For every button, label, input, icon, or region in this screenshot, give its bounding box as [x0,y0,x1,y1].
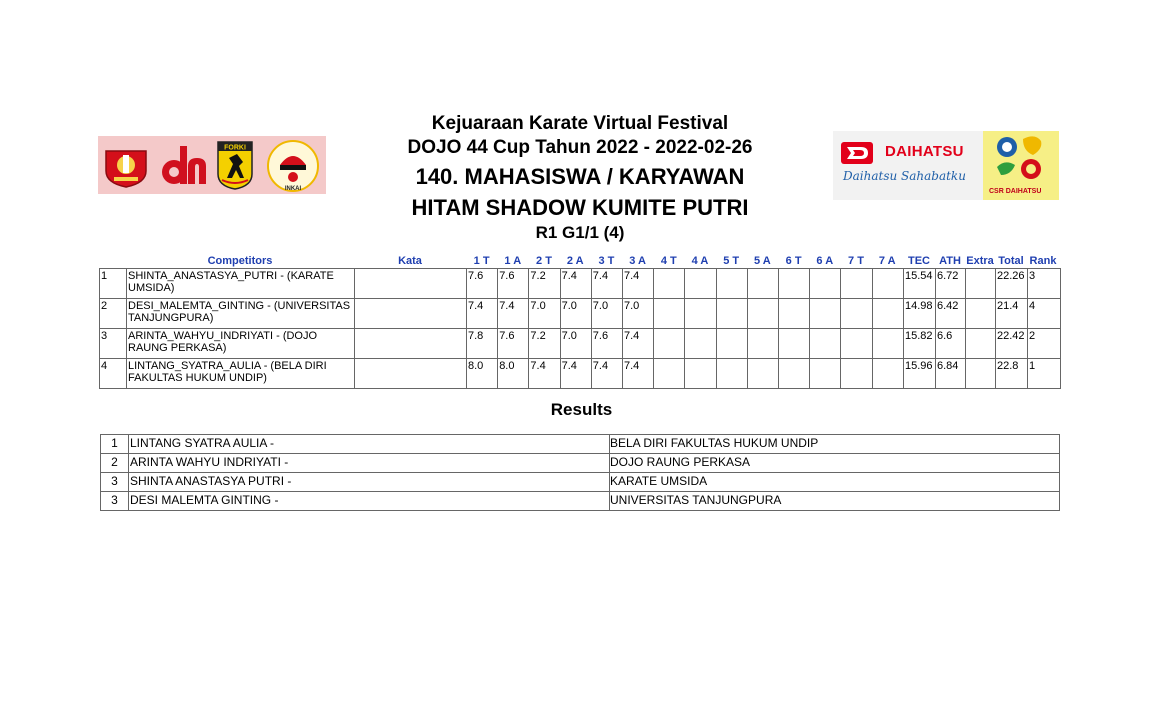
header-score-2: 2 T [536,255,552,267]
header-score-11: 6 A [816,255,834,267]
score-cell [873,329,904,358]
inkai-logo [266,139,320,193]
row-number: 3 [100,329,127,358]
score-cell [873,269,904,298]
score-cell: 8.0 [467,359,498,388]
total-cell: 22.8 [996,359,1028,388]
result-rank: 2 [101,454,129,472]
competitor-name: DESI_MALEMTA_GINTING - (UNIVERSITAS TANJUNGPURA) [127,299,355,328]
city-seal-logo [102,141,150,189]
table-row [100,269,1060,299]
sponsor-logos-right [833,131,1059,200]
kata-cell [355,299,467,328]
score-cell: 7.0 [561,329,592,358]
forki-logo [216,140,254,190]
score-cell [810,269,841,298]
score-cell [685,269,716,298]
header-kata: Kata [398,255,422,267]
score-cell [685,359,716,388]
score-cell [873,359,904,388]
competitor-name: SHINTA_ANASTASYA_PUTRI - (KARATE UMSIDA) [127,269,355,298]
tec-cell: 15.96 [904,359,936,388]
daihatsu-mark-icon [841,142,873,164]
score-cell: 7.6 [467,269,498,298]
result-row [101,492,1059,511]
ath-cell: 6.84 [936,359,966,388]
extra-cell [966,269,996,298]
score-cell [717,329,748,358]
score-cell [810,359,841,388]
score-cell [654,329,685,358]
score-cell [748,299,779,328]
result-name: LINTANG SYATRA AULIA - [129,435,610,453]
score-cell [654,359,685,388]
score-cell [779,359,810,388]
score-cell [654,299,685,328]
scores-table-body [99,268,1061,389]
dh-logo [158,142,208,188]
result-club: KARATE UMSIDA [610,474,708,488]
ath-cell: 6.6 [936,329,966,358]
header-total: Total [998,255,1024,267]
ath-cell: 6.42 [936,299,966,328]
score-cell [717,299,748,328]
scores-table-header [99,255,1059,268]
score-cell: 7.8 [467,329,498,358]
tec-cell: 15.54 [904,269,936,298]
score-cell [748,329,779,358]
kata-cell [355,329,467,358]
score-cell: 7.4 [623,359,654,388]
header-rank: Rank [1029,255,1057,267]
score-cell [717,269,748,298]
score-cell [779,299,810,328]
rank-cell: 4 [1029,300,1036,312]
score-cell: 7.0 [561,299,592,328]
score-cell: 7.4 [623,329,654,358]
score-cell [810,299,841,328]
header-ath: ATH [939,255,961,267]
daihatsu-slogan: Daihatsu Sahabatku [843,169,966,183]
score-cell [717,359,748,388]
header-score-13: 7 A [878,255,896,267]
score-cell [685,329,716,358]
table-row [100,299,1060,329]
result-row [101,435,1059,454]
extra-cell [966,359,996,388]
score-cell [841,329,872,358]
header-score-12: 7 T [848,255,864,267]
score-cell [748,359,779,388]
event-subtitle: DOJO 44 Cup Tahun 2022 - 2022-02-26 [407,137,753,158]
daihatsu-logo [833,131,983,200]
score-cell: 7.2 [529,329,560,358]
sponsor-logos-left [98,136,326,194]
header-score-5: 3 A [629,255,646,267]
rank-cell: 3 [1029,270,1036,282]
csr-daihatsu-logo [983,131,1059,200]
extra-cell [966,329,996,358]
header-score-8: 5 T [723,255,740,267]
row-number: 2 [100,299,127,328]
score-cell: 7.4 [467,299,498,328]
rank-cell: 1 [1029,360,1036,372]
score-cell [685,299,716,328]
header-extra: Extra [966,255,994,267]
competitor-name: LINTANG_SYATRA_AULIA - (BELA DIRI FAKULTAS HUKUM UNDIP) [127,359,355,388]
score-cell [841,269,872,298]
inkai-logo-text: INKAI [284,186,302,192]
row-number: 4 [100,359,127,388]
competitor-name: ARINTA_WAHYU_INDRIYATI - (DOJO RAUNG PERKASA) [127,329,355,358]
category-title: 140. MAHASISWA / KARYAWAN [415,164,745,189]
result-row [101,473,1059,492]
header-tec: TEC [908,255,930,267]
event-header [360,112,800,244]
score-cell: 7.4 [623,269,654,298]
results-title: Results [550,400,613,419]
score-cell [779,329,810,358]
category-subtitle: HITAM SHADOW KUMITE PUTRI [411,195,749,220]
total-cell: 21.4 [996,299,1028,328]
score-cell: 7.6 [592,329,623,358]
score-cell: 7.6 [498,269,529,298]
result-club: BELA DIRI FAKULTAS HUKUM UNDIP [610,436,819,450]
csr-emblem-icon [983,131,1059,187]
tec-cell: 14.98 [904,299,936,328]
result-name: DESI MALEMTA GINTING - [129,492,610,510]
row-number: 1 [100,269,127,298]
score-cell [841,299,872,328]
ath-cell: 6.72 [936,269,966,298]
table-row [100,359,1060,389]
results-table [100,434,1060,511]
round-label: R1 G1/1 (4) [535,223,625,242]
header-score-4: 3 T [598,255,615,267]
header-score-3: 2 A [566,255,584,267]
score-cell [654,269,685,298]
result-rank: 1 [101,435,129,453]
kata-cell [355,359,467,388]
score-cell: 7.4 [498,299,529,328]
result-club: UNIVERSITAS TANJUNGPURA [610,493,782,507]
forki-logo-text: FORKI [224,144,246,152]
header-score-0: 1 T [473,255,490,267]
score-cell: 7.4 [561,359,592,388]
score-cell [810,329,841,358]
header-competitors: Competitors [207,255,273,267]
result-club: DOJO RAUNG PERKASA [610,455,751,469]
score-cell: 7.4 [592,359,623,388]
result-name: ARINTA WAHYU INDRIYATI - [129,454,610,472]
score-cell: 7.4 [529,359,560,388]
csr-label: CSR DAIHATSU [989,188,1042,195]
total-cell: 22.42 [996,329,1028,358]
score-cell [873,299,904,328]
header-score-6: 4 T [660,255,677,267]
total-cell: 22.26 [996,269,1028,298]
extra-cell [966,299,996,328]
header-score-9: 5 A [754,255,771,267]
header-score-1: 1 A [504,255,522,267]
score-cell [748,269,779,298]
result-name: SHINTA ANASTASYA PUTRI - [129,473,610,491]
score-cell: 7.2 [529,269,560,298]
rank-cell: 2 [1029,330,1036,342]
result-rank: 3 [101,473,129,491]
score-cell: 7.0 [529,299,560,328]
score-cell: 7.6 [498,329,529,358]
result-rank: 3 [101,492,129,510]
score-cell: 7.4 [592,269,623,298]
score-cell: 7.0 [623,299,654,328]
tec-cell: 15.82 [904,329,936,358]
header-score-7: 4 A [691,255,709,267]
table-row [100,329,1060,359]
score-cell [779,269,810,298]
kata-cell [355,269,467,298]
score-cell [841,359,872,388]
result-row [101,454,1059,473]
score-cell: 7.0 [592,299,623,328]
daihatsu-name: DAIHATSU [885,143,964,160]
score-cell: 8.0 [498,359,529,388]
event-title: Kejuaraan Karate Virtual Festival [431,113,729,134]
header-score-10: 6 T [785,255,802,267]
score-cell: 7.4 [561,269,592,298]
